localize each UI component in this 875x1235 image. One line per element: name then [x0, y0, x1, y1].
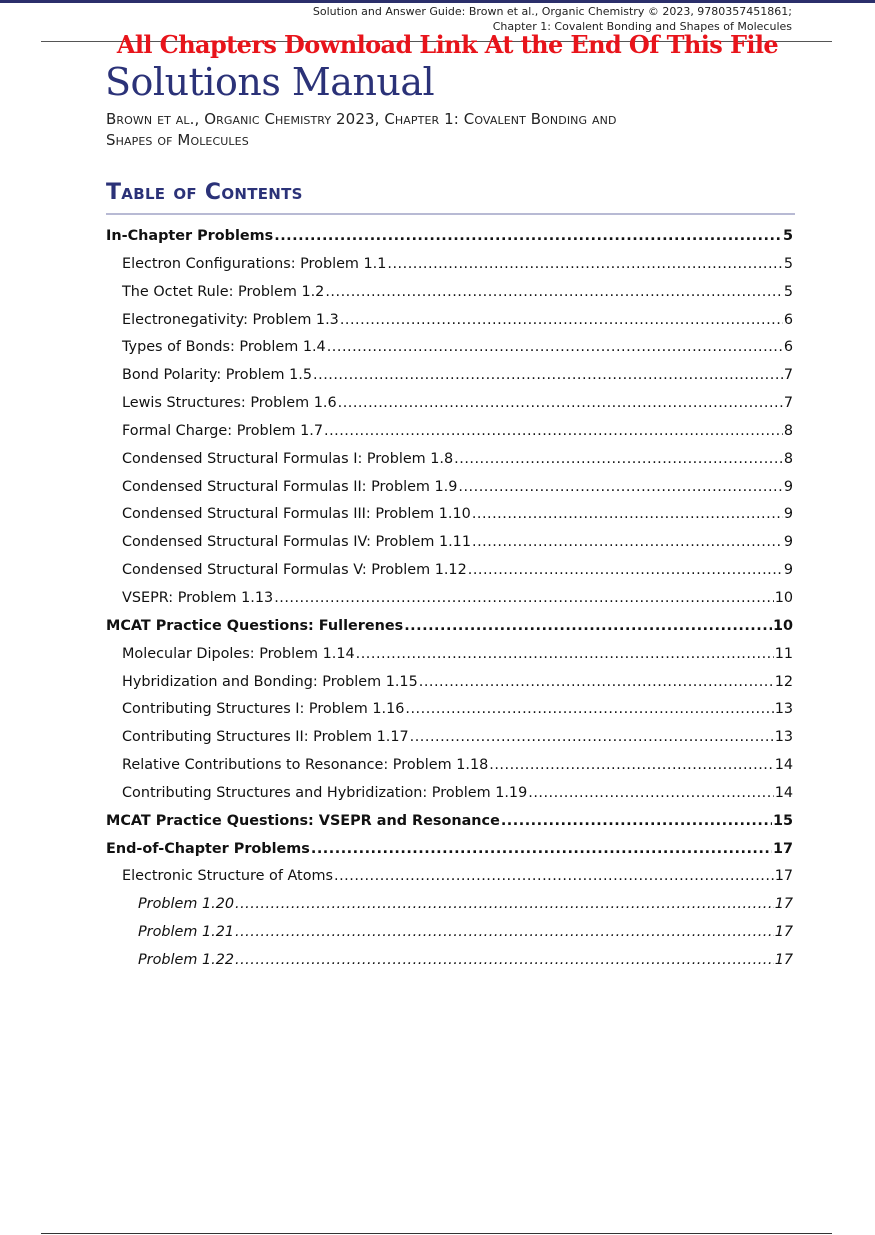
toc-page-number: 15 [772, 812, 793, 829]
toc-entry-label: Bond Polarity: Problem 1.5 [122, 367, 313, 384]
toc-entry[interactable] [106, 418, 793, 446]
toc-entry[interactable] [106, 362, 793, 390]
running-header-line-2: Chapter 1: Covalent Bonding and Shapes of Molecules [492, 20, 792, 33]
toc-entry-label: Relative Contributions to Resonance: Problem 1.18 [122, 757, 489, 774]
toc-entry[interactable] [106, 279, 793, 307]
toc-entry-label: MCAT Practice Questions: VSEPR and Resonance [106, 812, 500, 829]
dot-leader [340, 307, 783, 335]
toc-page-number: 5 [782, 228, 793, 244]
dot-leader [338, 390, 783, 418]
toc-entry-label: In-Chapter Problems [106, 228, 274, 244]
toc-page-number: 13 [774, 701, 793, 718]
toc-entry-label: Problem 1.20 [138, 896, 235, 913]
toc-entry[interactable] [106, 251, 793, 279]
toc-page-number: 5 [783, 255, 793, 272]
toc-entry-label: Problem 1.22 [138, 951, 235, 968]
toc-entry-label: Condensed Structural Formulas II: Problem 1.9 [122, 478, 458, 495]
dot-leader [325, 279, 783, 307]
toc-entry[interactable] [106, 334, 793, 362]
toc-entry[interactable] [106, 474, 793, 502]
toc-entry[interactable] [106, 446, 793, 474]
toc-subentry[interactable] [106, 891, 793, 919]
toc-entry[interactable] [106, 641, 793, 669]
toc-entry-label: Hybridization and Bonding: Problem 1.15 [122, 673, 418, 690]
toc-entry-label: Contributing Structures and Hybridization: Problem 1.19 [122, 784, 528, 801]
toc-page-number: 7 [783, 395, 793, 412]
toc-entry-label: Electronic Structure of Atoms [122, 868, 334, 885]
download-banner: All Chapters Download Link At the End Of This File [116, 30, 779, 59]
toc-entry-label: VSEPR: Problem 1.13 [122, 589, 274, 606]
toc-entry[interactable] [106, 696, 793, 724]
toc-entry-label: Electronegativity: Problem 1.3 [122, 311, 339, 328]
toc-subentry[interactable] [106, 919, 793, 947]
toc-entry-label: Condensed Structural Formulas III: Problem 1.10 [122, 506, 471, 523]
dot-leader [387, 251, 782, 279]
dot-leader [324, 418, 783, 446]
toc-page-number: 17 [774, 896, 793, 913]
toc-page-number: 10 [774, 589, 793, 606]
toc-entry[interactable] [106, 307, 793, 335]
toc-entry[interactable] [106, 501, 793, 529]
toc-entry[interactable] [106, 529, 793, 557]
toc-page-number: 9 [783, 506, 793, 523]
toc-entry-label: Molecular Dipoles: Problem 1.14 [122, 645, 355, 662]
dot-leader [235, 947, 774, 975]
toc-entry-label: End-of-Chapter Problems [106, 840, 310, 857]
toc-page-number: 12 [774, 673, 793, 690]
dot-leader [235, 891, 774, 919]
dot-leader [489, 752, 773, 780]
toc-page-number: 7 [783, 367, 793, 384]
toc-entry[interactable] [106, 752, 793, 780]
toc-page-number: 17 [772, 840, 793, 857]
dot-leader [334, 863, 774, 891]
toc-page-number: 14 [774, 784, 793, 801]
document-subtitle: Brown et al., Organic Chemistry 2023, Chapter 1: Covalent Bonding and Shapes of Molecules [106, 110, 617, 149]
toc-subentry[interactable] [106, 947, 793, 975]
toc-divider [106, 213, 795, 215]
toc-page-number: 17 [774, 951, 793, 968]
toc-page-number: 6 [783, 311, 793, 328]
dot-leader [454, 446, 783, 474]
dot-leader [472, 529, 783, 557]
toc-page-number: 11 [774, 645, 793, 662]
dot-leader [311, 836, 772, 864]
top-border [0, 0, 875, 3]
dot-leader [274, 585, 774, 613]
toc-page-number: 13 [774, 729, 793, 746]
toc-entry-label: Condensed Structural Formulas V: Problem 1.12 [122, 562, 467, 579]
toc-entry[interactable] [106, 390, 793, 418]
toc-entry-label: Condensed Structural Formulas I: Problem 1.8 [122, 450, 454, 467]
toc-entry-label: Lewis Structures: Problem 1.6 [122, 395, 337, 412]
toc-section-entry[interactable] [106, 613, 793, 641]
toc-entry-label: MCAT Practice Questions: Fullerenes [106, 617, 404, 634]
toc-entry-label: Formal Charge: Problem 1.7 [122, 422, 323, 439]
toc-page-number: 8 [783, 422, 793, 439]
toc-entry[interactable] [106, 585, 793, 613]
toc-entry-label: Types of Bonds: Problem 1.4 [122, 339, 326, 356]
toc-section-entry[interactable] [106, 808, 793, 836]
dot-leader [405, 696, 773, 724]
toc-entry-label: The Octet Rule: Problem 1.2 [122, 283, 325, 300]
dot-leader [410, 724, 774, 752]
dot-leader [468, 557, 783, 585]
toc-page-number: 17 [774, 868, 793, 885]
dot-leader [501, 808, 772, 836]
toc-page-number: 9 [783, 534, 793, 551]
toc-section-entry[interactable] [106, 223, 793, 251]
dot-leader [458, 474, 782, 502]
running-header-line-1: Solution and Answer Guide: Brown et al., Organic Chemistry © 2023, 9780357451861; [312, 5, 792, 18]
toc-page-number: 17 [774, 924, 793, 941]
dot-leader [419, 669, 774, 697]
toc-page-number: 14 [774, 757, 793, 774]
page-title: Solutions Manual [105, 60, 435, 104]
dot-leader [404, 613, 772, 641]
toc-entry-label: Electron Configurations: Problem 1.1 [122, 255, 387, 272]
footer-divider [41, 1233, 832, 1234]
toc-entry-label: Contributing Structures II: Problem 1.17 [122, 729, 409, 746]
dot-leader [528, 780, 773, 808]
toc-page-number: 9 [783, 562, 793, 579]
toc-page-number: 6 [783, 339, 793, 356]
toc-page-number: 10 [772, 617, 793, 634]
dot-leader [327, 334, 783, 362]
dot-leader [356, 641, 774, 669]
toc-entry-label: Condensed Structural Formulas IV: Problem 1.11 [122, 534, 471, 551]
toc-page-number: 5 [783, 283, 793, 300]
dot-leader [313, 362, 783, 390]
toc-entry[interactable] [106, 780, 793, 808]
toc-entry-label: Problem 1.21 [138, 924, 235, 941]
table-of-contents [106, 223, 793, 975]
dot-leader [472, 501, 783, 529]
toc-page-number: 8 [783, 450, 793, 467]
toc-entry-label: Contributing Structures I: Problem 1.16 [122, 701, 405, 718]
toc-page-number: 9 [783, 478, 793, 495]
toc-entry[interactable] [106, 557, 793, 585]
dot-leader [274, 223, 782, 251]
toc-heading: Table of Contents [106, 180, 303, 205]
toc-entry[interactable] [106, 863, 793, 891]
toc-entry[interactable] [106, 724, 793, 752]
toc-section-entry[interactable] [106, 836, 793, 864]
toc-entry[interactable] [106, 669, 793, 697]
dot-leader [235, 919, 774, 947]
